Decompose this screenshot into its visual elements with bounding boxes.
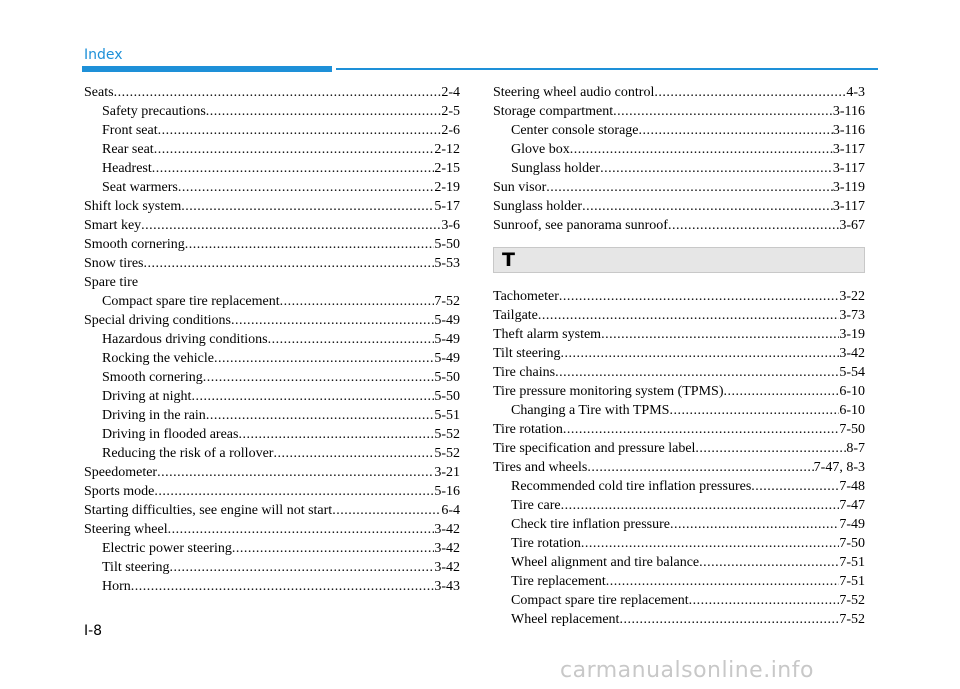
leader-dots	[154, 140, 435, 159]
entry-text: Tire replacement	[511, 574, 606, 589]
entry-text: Tilt steering	[493, 346, 561, 361]
entry-text: Speedometer	[84, 465, 158, 480]
index-entry	[84, 406, 460, 425]
leader-dots	[601, 325, 839, 344]
entry-page: 5-50	[434, 370, 460, 385]
entry-page: 7-52	[839, 612, 865, 627]
index-entry	[493, 591, 865, 610]
entry-page: 6-10	[839, 384, 865, 399]
entry-page: 4-3	[846, 85, 865, 100]
entry-text: Wheel alignment and tire balance	[511, 555, 700, 570]
entry-page: 3-116	[832, 123, 865, 138]
entry-page: 3-43	[434, 579, 460, 594]
entry-text: Spare tire	[84, 275, 139, 290]
index-entry	[84, 235, 460, 254]
index-entry	[84, 349, 460, 368]
index-entry	[84, 558, 460, 577]
page-number: I-8	[84, 623, 103, 639]
index-entry	[84, 539, 460, 558]
leader-dots	[546, 178, 833, 197]
entry-page: 5-49	[434, 351, 460, 366]
entry-text: Sunglass holder	[511, 161, 601, 176]
leader-dots	[606, 572, 840, 591]
leader-dots	[670, 515, 839, 534]
entry-page: 7-50	[839, 422, 865, 437]
entry-text: Special driving conditions	[84, 313, 231, 328]
leader-dots	[619, 610, 839, 629]
entry-page: 3-117	[832, 199, 865, 214]
entry-text: Storage compartment	[493, 104, 614, 119]
entry-text: Steering wheel audio control	[493, 85, 655, 100]
entry-page: 3-42	[434, 522, 460, 537]
entry-page: 3-21	[434, 465, 460, 480]
leader-dots	[206, 102, 442, 121]
entry-text: Tire pressure monitoring system (TPMS)	[493, 384, 724, 399]
entry-page: 5-52	[434, 427, 460, 442]
index-entry	[84, 216, 460, 235]
entry-page: 8-7	[846, 441, 865, 456]
entry-page: 5-49	[434, 313, 460, 328]
index-entry	[84, 102, 460, 121]
entry-page: 3-42	[434, 560, 460, 575]
section-header-t	[493, 247, 865, 273]
leader-dots	[654, 83, 846, 102]
entry-page: 7-47	[839, 498, 865, 513]
leader-dots	[185, 235, 435, 254]
index-entry	[84, 83, 460, 102]
entry-page: 5-50	[434, 389, 460, 404]
index-entry	[84, 292, 460, 311]
entry-text: Tire specification and pressure label	[493, 441, 696, 456]
index-entry	[84, 520, 460, 539]
index-entry	[493, 159, 865, 178]
entry-text: Glove box	[511, 142, 570, 157]
entry-text: Tailgate	[493, 308, 538, 323]
entry-text: Driving at night	[102, 389, 192, 404]
entry-page: 2-6	[441, 123, 460, 138]
entry-page: 3-19	[839, 327, 865, 342]
leader-dots	[152, 159, 435, 178]
leader-dots	[191, 387, 434, 406]
index-entry	[493, 140, 865, 159]
index-entry	[84, 463, 460, 482]
leader-dots	[561, 344, 840, 363]
entry-text: Reducing the risk of a rollover	[102, 446, 274, 461]
entry-text: Compact spare tire replacement	[511, 593, 689, 608]
leader-dots	[555, 363, 839, 382]
entry-page: 7-47, 8-3	[813, 460, 865, 475]
leader-dots	[268, 330, 435, 349]
index-entry	[84, 482, 460, 501]
leader-dots	[232, 539, 435, 558]
leader-dots	[723, 382, 839, 401]
leader-dots	[178, 178, 435, 197]
index-entry	[84, 444, 460, 463]
entry-page: 7-51	[839, 574, 865, 589]
section-letter: T	[502, 249, 515, 271]
leader-dots	[214, 349, 434, 368]
entry-text: Center console storage	[511, 123, 639, 138]
entry-page: 5-17	[434, 199, 460, 214]
leader-dots	[669, 401, 839, 420]
entry-page: 3-73	[839, 308, 865, 323]
leader-dots	[238, 425, 434, 444]
entry-text: Tilt steering	[102, 560, 170, 575]
leader-dots	[280, 292, 435, 311]
entry-text: Compact spare tire replacement	[102, 294, 280, 309]
leader-dots	[570, 140, 833, 159]
entry-text: Snow tires	[84, 256, 144, 271]
entry-page: 3-117	[832, 161, 865, 176]
entry-page: 3-116	[832, 104, 865, 119]
index-column-left	[84, 83, 460, 596]
entry-text: Hazardous driving conditions	[102, 332, 268, 347]
entry-page: 7-51	[839, 555, 865, 570]
entry-text: Seat warmers	[102, 180, 178, 195]
index-entry	[493, 420, 865, 439]
entry-page: 7-50	[839, 536, 865, 551]
index-entry	[84, 121, 460, 140]
entry-text: Smooth cornering	[102, 370, 203, 385]
entry-page: 5-16	[434, 484, 460, 499]
header-bar-thin	[336, 68, 878, 70]
header-bar-thick	[82, 66, 332, 72]
index-column-right	[493, 83, 865, 629]
entry-page: 3-119	[832, 180, 865, 195]
leader-dots	[168, 520, 435, 539]
entry-text: Horn	[102, 579, 131, 594]
leader-dots	[231, 311, 434, 330]
leader-dots	[170, 558, 435, 577]
entry-text: Check tire inflation pressure	[511, 517, 671, 532]
entry-text: Starting difficulties, see engine will not start	[84, 503, 333, 518]
index-entry	[493, 363, 865, 382]
leader-dots	[699, 553, 839, 572]
leader-dots	[141, 216, 441, 235]
entry-text: Steering wheel	[84, 522, 168, 537]
entry-text: Tachometer	[493, 289, 559, 304]
entry-text: Sports mode	[84, 484, 155, 499]
entry-page: 2-12	[434, 142, 460, 157]
entry-page: 7-52	[434, 294, 460, 309]
leader-dots	[561, 496, 840, 515]
entry-text: Tire rotation	[511, 536, 581, 551]
leader-dots	[689, 591, 840, 610]
index-group-s	[493, 83, 865, 235]
index-entry	[84, 159, 460, 178]
entry-page: 2-5	[441, 104, 460, 119]
entry-page: 3-22	[839, 289, 865, 304]
index-entry	[493, 572, 865, 591]
index-entry	[493, 496, 865, 515]
leader-dots	[695, 439, 846, 458]
entry-text: Theft alarm system	[493, 327, 602, 342]
entry-text: Seats	[84, 85, 114, 100]
entry-text: Sunroof, see panorama sunroof	[493, 218, 668, 233]
index-entry	[493, 458, 865, 477]
leader-dots	[157, 463, 434, 482]
entry-page: 5-50	[434, 237, 460, 252]
entry-page: 2-15	[434, 161, 460, 176]
entry-text: Recommended cold tire inflation pressures	[511, 479, 752, 494]
index-entry	[84, 425, 460, 444]
leader-dots	[114, 83, 442, 102]
entry-page: 2-4	[441, 85, 460, 100]
index-entry	[493, 477, 865, 496]
index-entry	[84, 501, 460, 520]
leader-dots	[181, 197, 434, 216]
index-group-t	[493, 287, 865, 629]
leader-dots	[144, 254, 435, 273]
leader-dots	[273, 444, 434, 463]
entry-text: Smooth cornering	[84, 237, 185, 252]
entry-page: 6-4	[441, 503, 460, 518]
leader-dots	[206, 406, 435, 425]
entry-text: Sun visor	[493, 180, 547, 195]
index-entry	[493, 102, 865, 121]
index-entry	[84, 197, 460, 216]
index-entry	[493, 287, 865, 306]
leader-dots	[203, 368, 435, 387]
leader-dots	[613, 102, 833, 121]
index-entry	[493, 121, 865, 140]
index-entry	[84, 140, 460, 159]
leader-dots	[582, 197, 833, 216]
leader-dots	[581, 534, 839, 553]
leader-dots	[668, 216, 839, 235]
index-entry	[493, 325, 865, 344]
leader-dots	[587, 458, 813, 477]
index-entry	[493, 382, 865, 401]
leader-dots	[563, 420, 839, 439]
entry-text: Wheel replacement	[511, 612, 620, 627]
index-entry	[84, 387, 460, 406]
entry-page: 2-19	[434, 180, 460, 195]
entry-page: 7-52	[839, 593, 865, 608]
leader-dots	[600, 159, 833, 178]
entry-page: 3-67	[839, 218, 865, 233]
index-entry	[84, 330, 460, 349]
entry-page: 5-53	[434, 256, 460, 271]
page-title: Index	[84, 47, 123, 63]
index-entry	[493, 178, 865, 197]
entry-text: Safety precautions	[102, 104, 206, 119]
entry-text: Tires and wheels	[493, 460, 588, 475]
leader-dots	[639, 121, 833, 140]
entry-page: 3-42	[434, 541, 460, 556]
entry-page: 5-54	[839, 365, 865, 380]
entry-text: Electric power steering	[102, 541, 232, 556]
entry-text: Changing a Tire with TPMS	[511, 403, 670, 418]
entry-page: 3-42	[839, 346, 865, 361]
entry-text: Shift lock system	[84, 199, 182, 214]
entry-page: 7-48	[839, 479, 865, 494]
entry-text: Front seat	[102, 123, 158, 138]
leader-dots	[538, 306, 839, 325]
entry-page: 3-117	[832, 142, 865, 157]
index-entry	[84, 577, 460, 596]
entry-text: Rocking the vehicle	[102, 351, 214, 366]
index-entry	[84, 311, 460, 330]
leader-dots	[131, 577, 435, 596]
index-entry	[84, 178, 460, 197]
index-entry	[493, 439, 865, 458]
index-entry	[493, 610, 865, 629]
index-entry	[493, 83, 865, 102]
entry-text: Rear seat	[102, 142, 154, 157]
index-entry	[493, 344, 865, 363]
entry-page: 6-10	[839, 403, 865, 418]
index-entry	[84, 368, 460, 387]
index-entry	[493, 216, 865, 235]
index-entry	[493, 197, 865, 216]
entry-page: 7-49	[839, 517, 865, 532]
index-entry	[84, 254, 460, 273]
index-entry	[493, 401, 865, 420]
entry-page: 5-49	[434, 332, 460, 347]
index-entry	[493, 515, 865, 534]
entry-page: 5-52	[434, 446, 460, 461]
entry-text: Driving in the rain	[102, 408, 206, 423]
leader-dots	[559, 287, 839, 306]
entry-page: 3-6	[441, 218, 460, 233]
entry-text: Sunglass holder	[493, 199, 583, 214]
leader-dots	[154, 482, 434, 501]
leader-dots	[332, 501, 441, 520]
entry-text: Smart key	[84, 218, 142, 233]
entry-text: Tire rotation	[493, 422, 563, 437]
watermark: carmanualsonline.info	[560, 658, 814, 683]
leader-dots	[158, 121, 442, 140]
index-entry	[84, 273, 460, 292]
leader-dots	[751, 477, 839, 496]
entry-page: 5-51	[434, 408, 460, 423]
entry-text: Driving in flooded areas	[102, 427, 239, 442]
index-entry	[493, 306, 865, 325]
entry-text: Headrest	[102, 161, 152, 176]
entry-text: Tire care	[511, 498, 561, 513]
entry-text: Tire chains	[493, 365, 556, 380]
index-entry	[493, 553, 865, 572]
index-entry	[493, 534, 865, 553]
